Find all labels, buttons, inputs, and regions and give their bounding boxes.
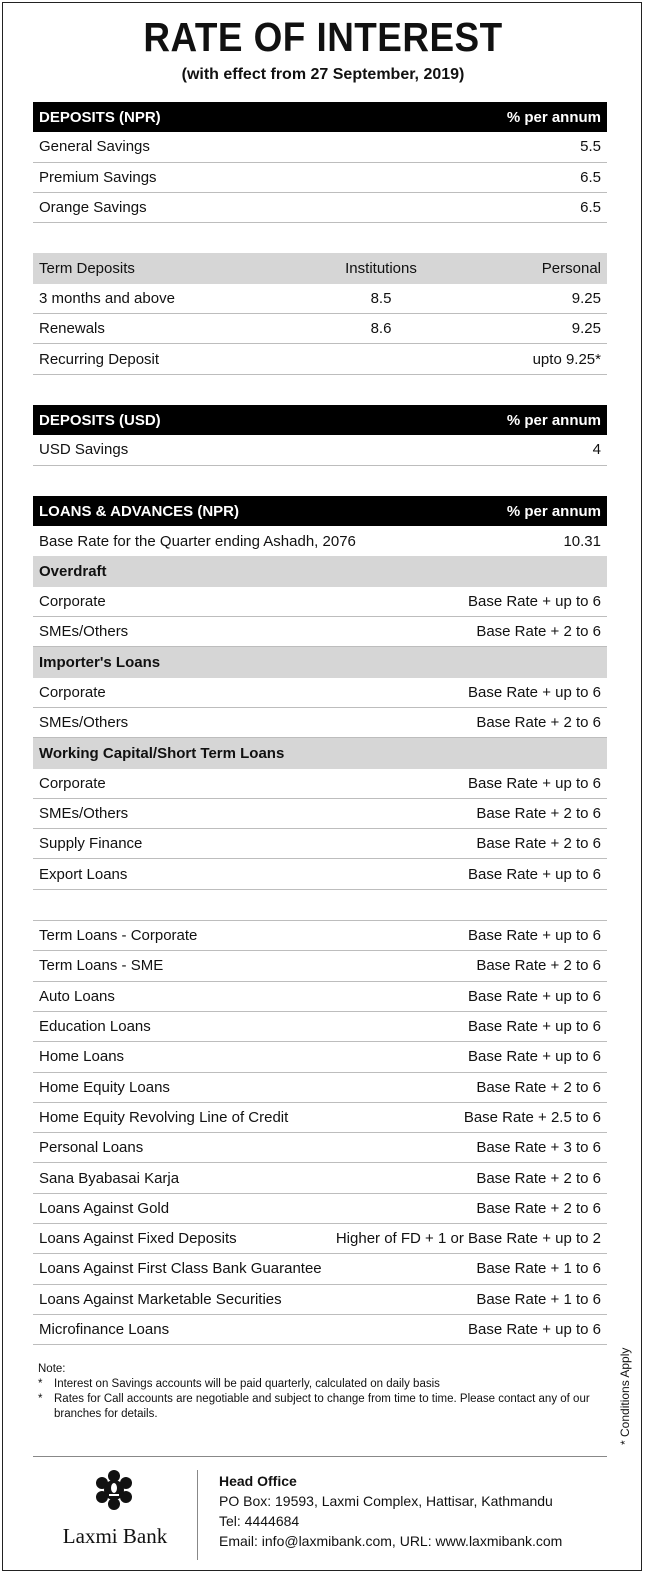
table-row xyxy=(33,314,607,344)
bank-name: Laxmi Bank xyxy=(62,1524,168,1548)
row-label: Orange Savings xyxy=(39,199,147,217)
row-rate: Base Rate + up to 6 xyxy=(467,1018,601,1036)
deposits-usd-header xyxy=(33,405,607,435)
note-item xyxy=(38,1392,608,1422)
row-label: Corporate xyxy=(39,774,106,792)
loans-header xyxy=(33,496,607,526)
row-label: Microfinance Loans xyxy=(39,1321,170,1339)
row-rate: Base Rate + 2 to 6 xyxy=(476,804,601,822)
rate-table xyxy=(33,102,607,1345)
table-row xyxy=(33,769,607,799)
office-phone: Tel: 4444684 xyxy=(219,1513,300,1529)
table-row xyxy=(33,1042,607,1072)
row-rate: Base Rate + 2 to 6 xyxy=(476,1169,601,1187)
row-rate: Base Rate + 2 to 6 xyxy=(476,714,601,732)
row-rate: Base Rate + up to 6 xyxy=(467,592,601,610)
row-rate: Base Rate + 1 to 6 xyxy=(476,1290,601,1308)
row-rate: 4 xyxy=(592,441,601,459)
table-row xyxy=(33,921,607,951)
table-row xyxy=(33,1224,607,1254)
row-label: SMEs/Others xyxy=(39,804,129,822)
institutions-rate: 8.6 xyxy=(370,320,392,338)
table-row xyxy=(33,344,607,374)
office-address: PO Box: 19593, Laxmi Complex, Hattisar, Kathmandu xyxy=(219,1493,553,1509)
base-rate-row xyxy=(33,526,607,556)
row-rate: Base Rate + up to 6 xyxy=(467,683,601,701)
row-label: Loans Against First Class Bank Guarantee xyxy=(39,1260,322,1278)
row-rate: Base Rate + 2 to 6 xyxy=(476,1199,601,1217)
unit-label: % per annum xyxy=(506,108,601,126)
working-capital-rows xyxy=(33,769,607,890)
row-label: Personal Loans xyxy=(39,1139,144,1157)
row-label: Home Equity Loans xyxy=(39,1078,170,1096)
row-rate: Base Rate + up to 6 xyxy=(467,865,601,883)
institutions-rate: 8.5 xyxy=(370,289,392,307)
deposits-npr-rows xyxy=(33,132,607,223)
row-rate: Base Rate + up to 6 xyxy=(467,1321,601,1339)
table-row xyxy=(33,859,607,889)
row-rate: Base Rate + 2 to 6 xyxy=(476,957,601,975)
importers-subheader xyxy=(33,647,607,677)
subsection-title: Importer's Loans xyxy=(39,653,161,671)
section-heading: LOANS & ADVANCES (NPR) xyxy=(39,502,240,520)
row-label: Term Loans - SME xyxy=(39,957,164,975)
personal-rate: 9.25 xyxy=(571,289,601,307)
lotus-logo-icon xyxy=(92,1468,136,1512)
personal-rate: 9.25 xyxy=(571,320,601,338)
conditions-apply: * Conditions Apply xyxy=(618,1347,632,1445)
row-label: Home Equity Revolving Line of Credit xyxy=(39,1108,289,1126)
term-deposits-label: Term Deposits xyxy=(39,260,135,278)
importer-rows xyxy=(33,678,607,739)
row-rate: Base Rate + 1 to 6 xyxy=(476,1260,601,1278)
section-heading: DEPOSITS (NPR) xyxy=(39,108,161,126)
table-row xyxy=(33,435,607,465)
note-bullet: * xyxy=(38,1393,43,1405)
overdraft-rows xyxy=(33,587,607,648)
table-row xyxy=(33,132,607,162)
notes xyxy=(38,1362,608,1422)
table-row xyxy=(33,982,607,1012)
bank-logo xyxy=(40,1466,190,1561)
row-label: Loans Against Fixed Deposits xyxy=(39,1230,237,1248)
row-rate: Base Rate + 2 to 6 xyxy=(476,835,601,853)
table-row xyxy=(33,1254,607,1284)
effective-date: (with effect from 27 September, 2019) xyxy=(181,66,465,83)
table-row xyxy=(33,1073,607,1103)
table-row xyxy=(33,951,607,981)
row-label: SMEs/Others xyxy=(39,623,129,641)
deposits-usd-rows xyxy=(33,435,607,465)
row-label: Loans Against Gold xyxy=(39,1199,170,1217)
table-row xyxy=(33,799,607,829)
table-row xyxy=(33,587,607,617)
table-row xyxy=(33,163,607,193)
row-rate: Base Rate + up to 6 xyxy=(467,927,601,945)
head-office xyxy=(219,1471,562,1551)
note-text: Rates for Call accounts are negotiable and subject to change from time to time. Please contact any of our branches for details. xyxy=(54,1393,590,1420)
note-text: Interest on Savings accounts will be paid quarterly, calculated on daily basis xyxy=(54,1378,440,1390)
row-rate: Base Rate + 3 to 6 xyxy=(476,1139,601,1157)
row-label: Sana Byabasai Karja xyxy=(39,1169,180,1187)
overdraft-subheader xyxy=(33,556,607,586)
row-label: Renewals xyxy=(39,320,105,338)
row-label: Term Loans - Corporate xyxy=(39,927,198,945)
footer-divider xyxy=(33,1456,607,1457)
row-label: Premium Savings xyxy=(39,168,157,186)
table-row xyxy=(33,193,607,223)
row-label: Export Loans xyxy=(39,865,128,883)
table-row xyxy=(33,1163,607,1193)
term-deposit-rows xyxy=(33,284,607,375)
row-label: Education Loans xyxy=(39,1018,151,1036)
subsection-title: Working Capital/Short Term Loans xyxy=(39,744,285,762)
row-rate: 6.5 xyxy=(580,199,601,217)
table-row xyxy=(33,678,607,708)
row-rate: Base Rate + 2 to 6 xyxy=(476,1078,601,1096)
table-row xyxy=(33,1194,607,1224)
row-rate: Base Rate + up to 6 xyxy=(467,1048,601,1066)
table-row xyxy=(33,1103,607,1133)
row-rate: Base Rate + 2.5 to 6 xyxy=(463,1108,601,1126)
row-rate: Base Rate + up to 6 xyxy=(467,774,601,792)
table-row xyxy=(33,617,607,647)
row-label: Recurring Deposit xyxy=(39,350,160,368)
row-rate: 5.5 xyxy=(580,138,601,156)
row-rate: Base Rate + up to 6 xyxy=(467,987,601,1005)
table-row xyxy=(33,708,607,738)
institutions-column-header: Institutions xyxy=(345,260,417,278)
table-row xyxy=(33,1133,607,1163)
row-label: Auto Loans xyxy=(39,987,115,1005)
row-label: Home Loans xyxy=(39,1048,125,1066)
row-label: Loans Against Marketable Securities xyxy=(39,1290,282,1308)
office-title: Head Office xyxy=(219,1473,297,1489)
table-row xyxy=(33,1315,607,1345)
row-label: SMEs/Others xyxy=(39,714,129,732)
row-label: USD Savings xyxy=(39,441,129,459)
unit-label: % per annum xyxy=(506,411,601,429)
spacer xyxy=(33,466,607,496)
term-deposits-header xyxy=(33,253,607,283)
row-label: General Savings xyxy=(39,138,150,156)
other-loan-rows xyxy=(33,920,607,1345)
base-rate-value: 10.31 xyxy=(563,532,601,550)
base-rate-label: Base Rate for the Quarter ending Ashadh, 2076 xyxy=(39,532,356,550)
spacer xyxy=(33,890,607,920)
table-row xyxy=(33,284,607,314)
note-title: Note: xyxy=(38,1363,66,1375)
personal-rate: upto 9.25* xyxy=(532,350,601,368)
row-label: 3 months and above xyxy=(39,289,175,307)
page-title: RATE OF INTEREST xyxy=(143,14,503,60)
row-rate: Higher of FD + 1 or Base Rate + up to 2 xyxy=(335,1230,601,1248)
working-capital-subheader xyxy=(33,738,607,768)
table-row xyxy=(33,829,607,859)
subsection-title: Overdraft xyxy=(39,563,107,581)
row-label: Supply Finance xyxy=(39,835,143,853)
deposits-npr-header xyxy=(33,102,607,132)
office-contact: Email: info@laxmibank.com, URL: www.laxmibank.com xyxy=(219,1533,563,1549)
note-bullet: * xyxy=(38,1378,43,1390)
row-rate: Base Rate + 2 to 6 xyxy=(476,623,601,641)
table-row xyxy=(33,1285,607,1315)
spacer xyxy=(33,375,607,405)
row-rate: 6.5 xyxy=(580,168,601,186)
table-row xyxy=(33,1012,607,1042)
row-label: Corporate xyxy=(39,683,106,701)
note-item xyxy=(38,1377,608,1392)
row-label: Corporate xyxy=(39,592,106,610)
section-heading: DEPOSITS (USD) xyxy=(39,411,161,429)
unit-label: % per annum xyxy=(506,502,601,520)
footer-vertical-divider xyxy=(197,1470,198,1560)
personal-column-header: Personal xyxy=(541,260,601,278)
spacer xyxy=(33,223,607,253)
